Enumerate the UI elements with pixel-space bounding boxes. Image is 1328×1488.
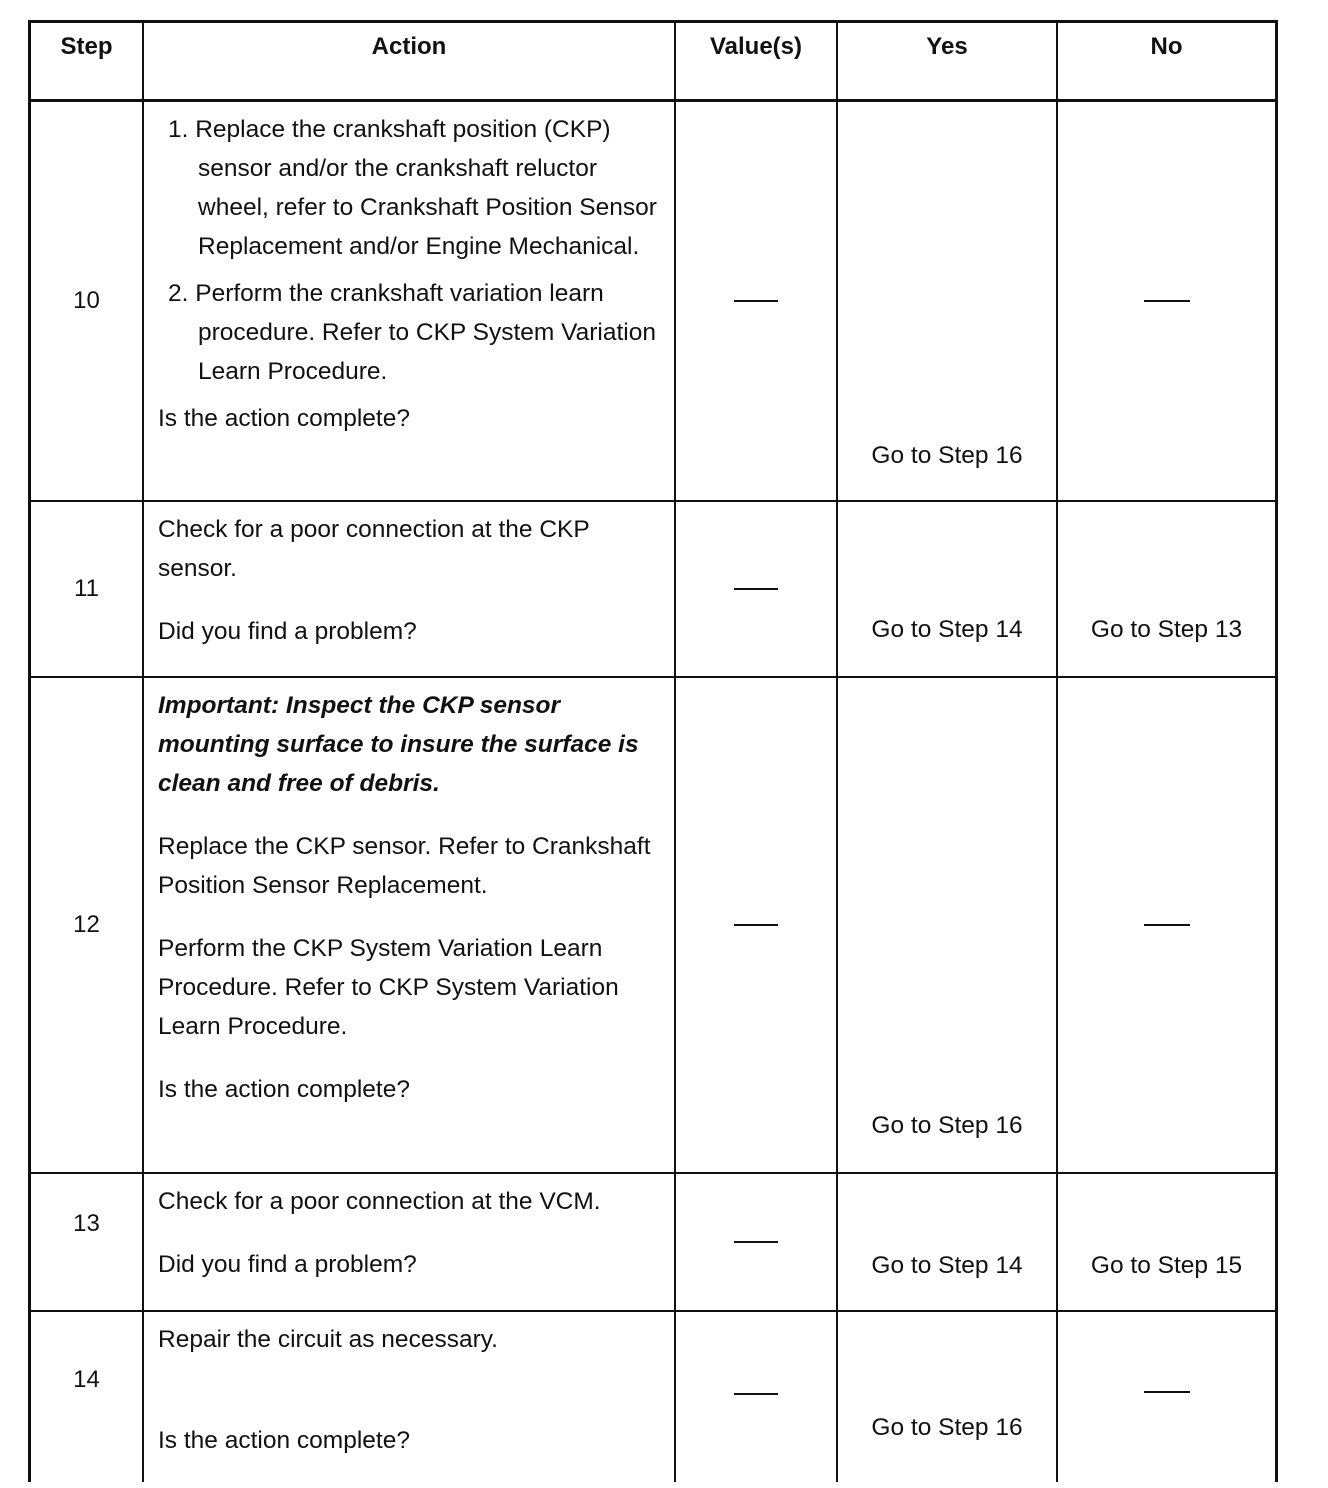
action-cell — [142, 678, 674, 1172]
value-cell — [674, 678, 836, 1172]
action-cell — [142, 102, 674, 500]
action-text: Check for a poor connection at the VCM. — [158, 1188, 601, 1215]
action-step-item: 1. Replace the crankshaft position (CKP) sensor and/or the crankshaft reluctor wheel, refer to Crankshaft Position Sensor Replacement and/or Engine Mechanical. — [168, 116, 657, 260]
value-cell — [674, 502, 836, 676]
yes-cell — [836, 1312, 1056, 1482]
table-row — [28, 1174, 1278, 1312]
no-result: Go to Step 13 — [1090, 616, 1243, 643]
yes-cell — [836, 678, 1056, 1172]
action-question: Did you find a problem? — [158, 1251, 417, 1278]
step-number: 12 — [28, 678, 142, 1172]
no-result-dash — [1144, 300, 1190, 302]
action-question: Is the action complete? — [158, 1076, 410, 1103]
table-row — [28, 678, 1278, 1174]
action-text: Repair the circuit as necessary. — [158, 1326, 498, 1353]
yes-result: Go to Step 16 — [871, 1414, 1023, 1441]
yes-cell — [836, 1174, 1056, 1310]
table-row — [28, 502, 1278, 678]
header-no: No — [1056, 23, 1278, 99]
action-text: Perform the CKP System Variation Learn Procedure. Refer to CKP System Variation Learn Procedure. — [158, 935, 619, 1040]
no-cell — [1056, 502, 1278, 676]
table-header-row — [28, 20, 1278, 102]
action-steps-list — [158, 110, 662, 391]
no-cell — [1056, 102, 1278, 500]
yes-result: Go to Step 14 — [871, 616, 1023, 643]
yes-result: Go to Step 16 — [871, 1112, 1023, 1139]
yes-cell — [836, 102, 1056, 500]
action-cell — [142, 502, 674, 676]
action-text: Check for a poor connection at the CKP sensor. — [158, 516, 590, 582]
no-value-dash — [734, 300, 778, 302]
table-row — [28, 102, 1278, 502]
no-value-dash — [734, 588, 778, 590]
step-number: 11 — [28, 502, 142, 676]
no-value-dash — [734, 1393, 778, 1395]
value-cell — [674, 102, 836, 500]
step-number: 14 — [28, 1312, 142, 1482]
header-step: Step — [28, 23, 142, 99]
diagnostic-table — [28, 20, 1278, 1482]
header-yes: Yes — [836, 23, 1056, 99]
no-cell — [1056, 1174, 1278, 1310]
important-note: Important: Inspect the CKP sensor mounting surface to insure the surface is clean and free of debris. — [158, 692, 639, 797]
action-step-item: 2. Perform the crankshaft variation learn procedure. Refer to CKP System Variation Learn Procedure. — [168, 280, 656, 385]
yes-cell — [836, 502, 1056, 676]
no-result-dash — [1144, 924, 1190, 926]
action-text: Replace the CKP sensor. Refer to Crankshaft Position Sensor Replacement. — [158, 833, 651, 899]
action-cell — [142, 1312, 674, 1482]
step-number: 13 — [28, 1174, 142, 1310]
no-result-dash — [1144, 1391, 1190, 1393]
action-question: Did you find a problem? — [158, 618, 417, 645]
action-cell — [142, 1174, 674, 1310]
step-number: 10 — [28, 102, 142, 500]
value-cell — [674, 1312, 836, 1482]
no-cell — [1056, 678, 1278, 1172]
table-row — [28, 1312, 1278, 1482]
no-value-dash — [734, 924, 778, 926]
action-question: Is the action complete? — [158, 1427, 410, 1454]
no-result: Go to Step 15 — [1090, 1252, 1243, 1279]
action-question: Is the action complete? — [158, 405, 410, 432]
value-cell — [674, 1174, 836, 1310]
yes-result: Go to Step 14 — [871, 1252, 1023, 1279]
header-action: Action — [142, 23, 674, 99]
yes-result: Go to Step 16 — [871, 442, 1023, 469]
no-value-dash — [734, 1241, 778, 1243]
no-cell — [1056, 1312, 1278, 1482]
header-values: Value(s) — [674, 23, 836, 99]
